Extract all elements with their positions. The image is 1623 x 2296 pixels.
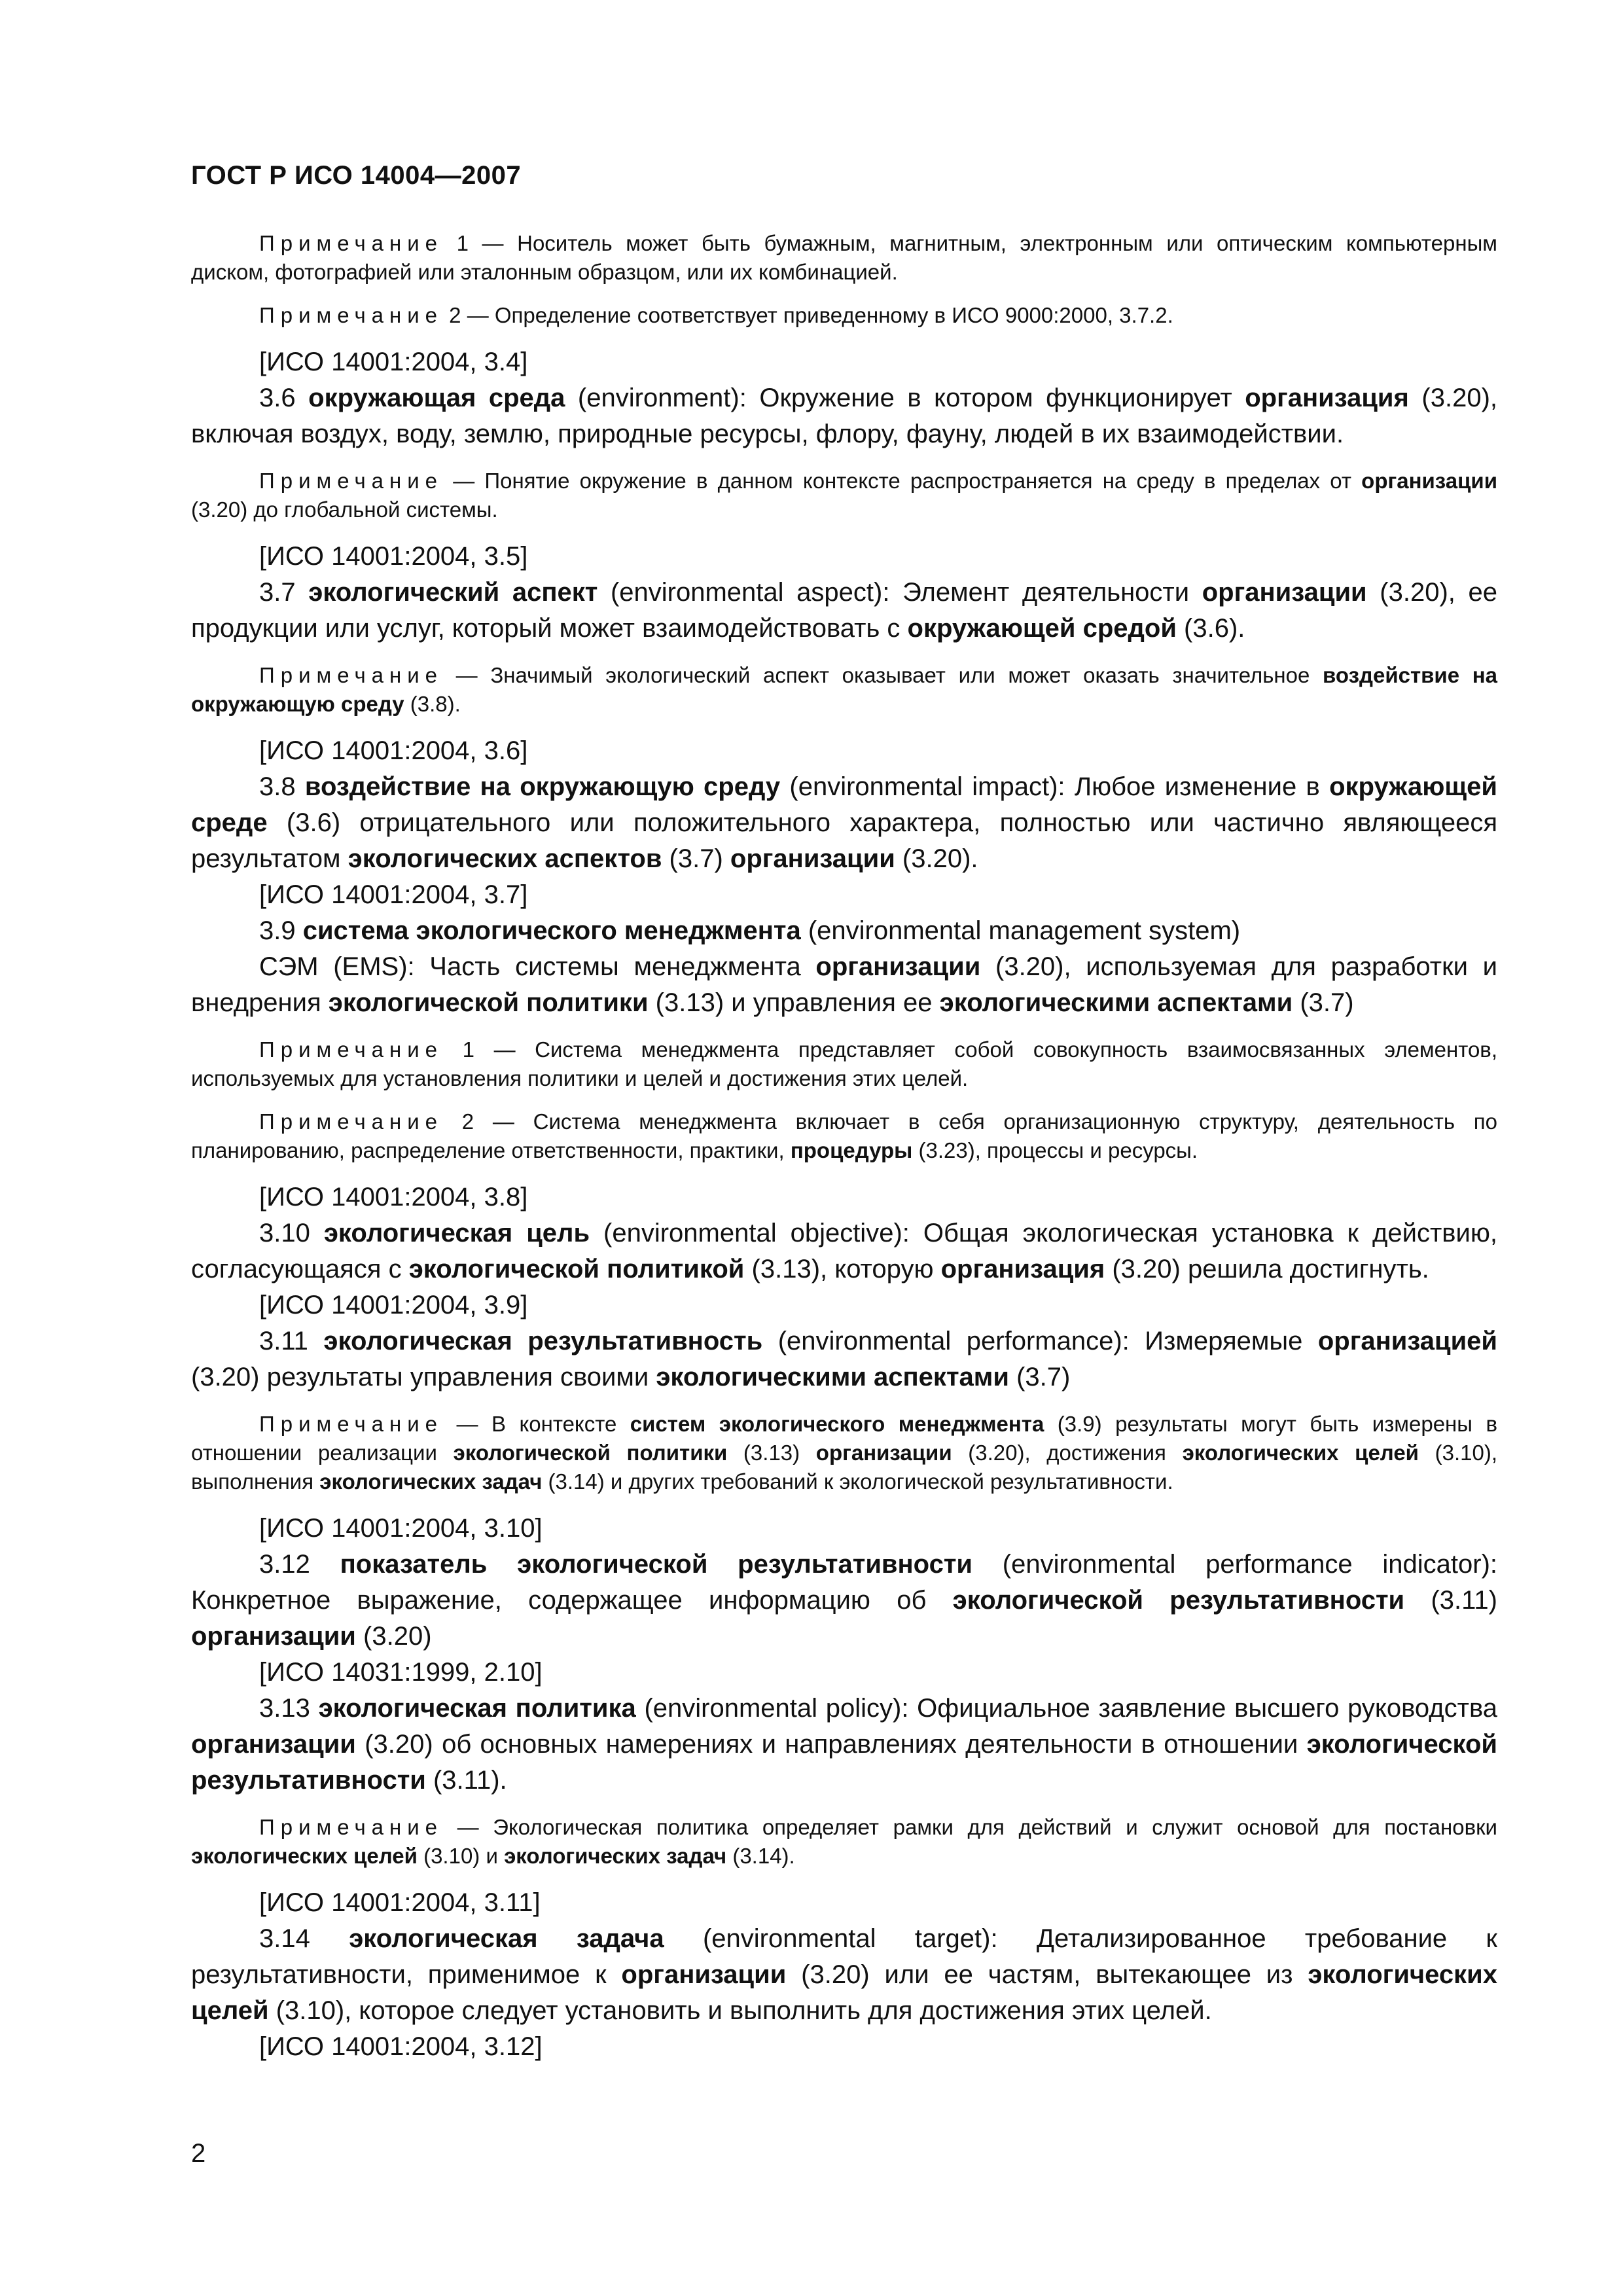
text-run: 3.6 — [259, 384, 309, 412]
text-run: (environmental performance): Измеряемые — [762, 1327, 1318, 1355]
bold-term: система экологического менеджмента — [302, 916, 801, 945]
page-header: ГОСТ Р ИСО 14004—2007 — [191, 161, 522, 190]
bold-term: воздействие на окружающую среду — [191, 663, 1498, 716]
text-run: (3.13), которую — [744, 1255, 941, 1283]
text-run: (3.7) — [662, 844, 730, 873]
bold-term: экологической результативности — [191, 1730, 1497, 1795]
text-run: (3.10) и — [417, 1844, 505, 1868]
text-run: (3.20) результаты управления своими — [191, 1363, 656, 1391]
text-run: 3.7 — [259, 578, 309, 607]
note-paragraph — [191, 1410, 1497, 1496]
term-paragraph — [191, 1691, 1497, 1799]
bold-term: процедуры — [790, 1138, 913, 1162]
text-run: — Понятие окружение в данном контексте распространяется на среду в пределах от — [443, 469, 1362, 493]
source-reference: [ИСО 14001:2004, 3.8] — [259, 1183, 528, 1211]
note-paragraph — [191, 661, 1497, 719]
bold-term: организации — [621, 1960, 787, 1989]
block-gap — [191, 1395, 1497, 1410]
text-run: (environmental objective): Общая экологическая установка к действию, согласующаяся с — [191, 1219, 1498, 1283]
text-run: (3.20) или ее частям, вытекающее из — [786, 1960, 1308, 1989]
text-run: 3.9 — [259, 916, 303, 945]
text-run: (environment): Окружение в котором функционирует — [565, 384, 1245, 412]
bold-term: организации — [730, 844, 895, 873]
term-paragraph — [191, 769, 1497, 877]
bold-term: экологическая политика — [318, 1694, 636, 1723]
bold-term: окружающей средой — [907, 614, 1177, 643]
text-run: (3.20) решила достигнуть. — [1105, 1255, 1429, 1283]
bold-term: экологических целей — [191, 1960, 1497, 2025]
note-paragraph — [191, 1035, 1497, 1093]
bold-term: экологическими аспектами — [939, 988, 1293, 1017]
text-run: (3.20), достижения — [952, 1441, 1183, 1465]
text-run: (3.14). — [726, 1844, 795, 1868]
bold-term: организации — [815, 1441, 952, 1465]
text-run: (3.6). — [1176, 614, 1245, 643]
text-run: 3.10 — [259, 1219, 324, 1247]
note-paragraph — [191, 229, 1497, 287]
bold-term: показатель экологической результативности — [340, 1550, 973, 1579]
term-paragraph — [191, 1921, 1497, 2029]
text-run: (3.7) — [1008, 1363, 1071, 1391]
source-reference: [ИСО 14001:2004, 3.5] — [259, 542, 528, 571]
term-paragraph — [191, 380, 1497, 452]
source-reference: [ИСО 14001:2004, 3.4] — [259, 348, 528, 376]
source-reference: [ИСО 14001:2004, 3.10] — [259, 1514, 543, 1543]
note-label: Примечание — [259, 663, 444, 687]
note-paragraph — [191, 301, 1497, 330]
bold-term: организация — [1245, 384, 1409, 412]
text-run: 1 — Система менеджмента представляет собой совокупность взаимосвязанных элементов, используемых для установления политики и целей и достижения этих целей. — [191, 1037, 1497, 1090]
term-paragraph — [191, 1547, 1497, 1655]
text-run: (3.20), включая воздух, воду, землю, природные ресурсы, флору, фауну, людей в их взаимодействии. — [191, 384, 1498, 448]
block-gap — [191, 719, 1497, 733]
bold-term: организации — [1202, 578, 1367, 607]
text-run: (3.20) — [355, 1622, 432, 1651]
text-run: 3.11 — [259, 1327, 324, 1355]
note-label: Примечание — [259, 231, 444, 255]
note-label: Примечание — [259, 303, 444, 327]
term-paragraph — [191, 949, 1497, 1021]
bold-term: экологических аспектов — [348, 844, 662, 873]
document-body — [191, 229, 1497, 2065]
bold-term: окружающей среде — [191, 772, 1498, 837]
note-label: Примечание — [259, 1109, 444, 1134]
text-run: 2 — Определение соответствует приведенному в ИСО 9000:2000, 3.7.2. — [443, 303, 1173, 327]
text-run: (3.20). — [895, 844, 978, 873]
bold-term: экологической политики — [328, 988, 649, 1017]
bold-term: экологических задач — [504, 1844, 727, 1868]
text-run: СЭМ (EMS): Часть системы менеджмента — [259, 952, 816, 981]
note-label: Примечание — [259, 469, 444, 493]
text-run: (3.8). — [404, 692, 461, 716]
text-run: 2 — Система менеджмента включает в себя организационную структуру, деятельность по планированию, распределение ответственности, практики, — [191, 1109, 1497, 1162]
bold-term: экологическая задача — [349, 1924, 664, 1953]
text-run: (3.7) — [1293, 988, 1354, 1017]
note-paragraph — [191, 1813, 1497, 1871]
text-run: (3.13) — [727, 1441, 816, 1465]
text-run: (3.11) — [1404, 1586, 1497, 1615]
bold-term: окружающая среда — [308, 384, 565, 412]
bold-term: организации — [191, 1730, 356, 1759]
bold-term: экологических целей — [1182, 1441, 1419, 1465]
text-run: (3.20), используемая для разработки и внедрения — [191, 952, 1497, 1017]
bold-term: экологической политикой — [408, 1255, 745, 1283]
text-run: 3.8 — [259, 772, 305, 801]
text-run: (environmental management system) — [800, 916, 1241, 945]
text-run: (3.10), которое следует установить и выполнить для достижения этих целей. — [268, 1996, 1212, 2025]
bold-term: экологический аспект — [308, 578, 598, 607]
source-reference: [ИСО 14001:2004, 3.9] — [259, 1291, 528, 1319]
bold-term: экологической политики — [453, 1441, 728, 1465]
bold-term: организация — [940, 1255, 1105, 1283]
block-gap — [191, 452, 1497, 467]
text-run: 3.12 — [259, 1550, 340, 1579]
text-run: 3.14 — [259, 1924, 349, 1953]
block-gap — [191, 287, 1497, 301]
bold-term: экологическими аспектами — [656, 1363, 1009, 1391]
text-run: (environmental performance indicator): Конкретное выражение, содержащее информацию об — [191, 1550, 1497, 1615]
text-run: (environmental policy): Официальное заявление высшего руководства — [635, 1694, 1497, 1723]
source-reference: [ИСО 14001:2004, 3.6] — [259, 736, 528, 765]
block-gap — [191, 1799, 1497, 1813]
text-run: (environmental aspect): Элемент деятельности — [597, 578, 1202, 607]
text-run: (3.20), ее продукции или услуг, который может взаимодействовать с — [191, 578, 1497, 643]
term-paragraph — [191, 913, 1497, 949]
source-reference: [ИСО 14001:2004, 3.7] — [259, 880, 528, 909]
text-run: (3.20) до глобальной системы. — [191, 497, 498, 522]
bold-term: организации — [191, 1622, 356, 1651]
bold-term: экологических целей — [191, 1844, 418, 1868]
text-run: 3.13 — [259, 1694, 319, 1723]
note-paragraph — [191, 1107, 1497, 1165]
bold-term: организации — [1361, 469, 1497, 493]
note-label: Примечание — [259, 1412, 444, 1436]
block-gap — [191, 1165, 1497, 1179]
block-gap — [191, 1021, 1497, 1035]
bold-term: организации — [815, 952, 981, 981]
bold-term: экологических задач — [319, 1469, 543, 1494]
source-reference: [ИСО 14001:2004, 3.12] — [259, 2032, 543, 2061]
page-number: 2 — [191, 2139, 206, 2168]
text-run: — Значимый экологический аспект оказывает или может оказать значительное — [443, 663, 1323, 687]
text-run: (3.23), процессы и ресурсы. — [912, 1138, 1198, 1162]
block-gap — [191, 1871, 1497, 1885]
block-gap — [191, 1093, 1497, 1107]
bold-term: систем экологического менеджмента — [630, 1412, 1044, 1436]
bold-term: экологическая цель — [323, 1219, 590, 1247]
text-run: (environmental target): Детализированное требование к результативности, применимое к — [191, 1924, 1497, 1989]
text-run: (3.20) об основных намерениях и направлениях деятельности в отношении — [355, 1730, 1307, 1759]
block-gap — [191, 524, 1497, 539]
text-run: — Экологическая политика определяет рамки для действий и служит основой для постановки — [443, 1815, 1497, 1839]
source-reference: [ИСО 14031:1999, 2.10] — [259, 1658, 543, 1687]
bold-term: экологическая результативность — [323, 1327, 763, 1355]
term-paragraph — [191, 1323, 1497, 1395]
text-run: (3.10), выполнения — [191, 1441, 1497, 1494]
note-label: Примечание — [259, 1815, 444, 1839]
text-run: 1 — Носитель может быть бумажным, магнитным, электронным или оптическим компьютерным диском, фотографией или эталонным образцом, или их комбинацией. — [191, 231, 1497, 284]
text-run: (3.6) отрицательного или положительного характера, полностью или частично являющееся результатом — [191, 808, 1497, 873]
block-gap — [191, 647, 1497, 661]
block-gap — [191, 330, 1497, 344]
bold-term: воздействие на окружающую среду — [304, 772, 781, 801]
block-gap — [191, 1496, 1497, 1511]
note-label: Примечание — [259, 1037, 444, 1062]
text-run: (environmental impact): Любое изменение в — [780, 772, 1330, 801]
note-paragraph — [191, 467, 1497, 524]
term-paragraph — [191, 575, 1497, 647]
source-reference: [ИСО 14001:2004, 3.11] — [259, 1888, 541, 1917]
bold-term: экологической результативности — [952, 1586, 1405, 1615]
text-run: — В контексте — [443, 1412, 630, 1436]
term-paragraph — [191, 1215, 1497, 1287]
text-run: (3.14) и других требований к экологической результативности. — [542, 1469, 1173, 1494]
text-run: (3.13) и управления ее — [648, 988, 940, 1017]
bold-term: организацией — [1317, 1327, 1498, 1355]
text-run: (3.11). — [425, 1766, 507, 1795]
text-run: (3.9) результаты могут быть измерены в отношении реализации — [191, 1412, 1497, 1465]
